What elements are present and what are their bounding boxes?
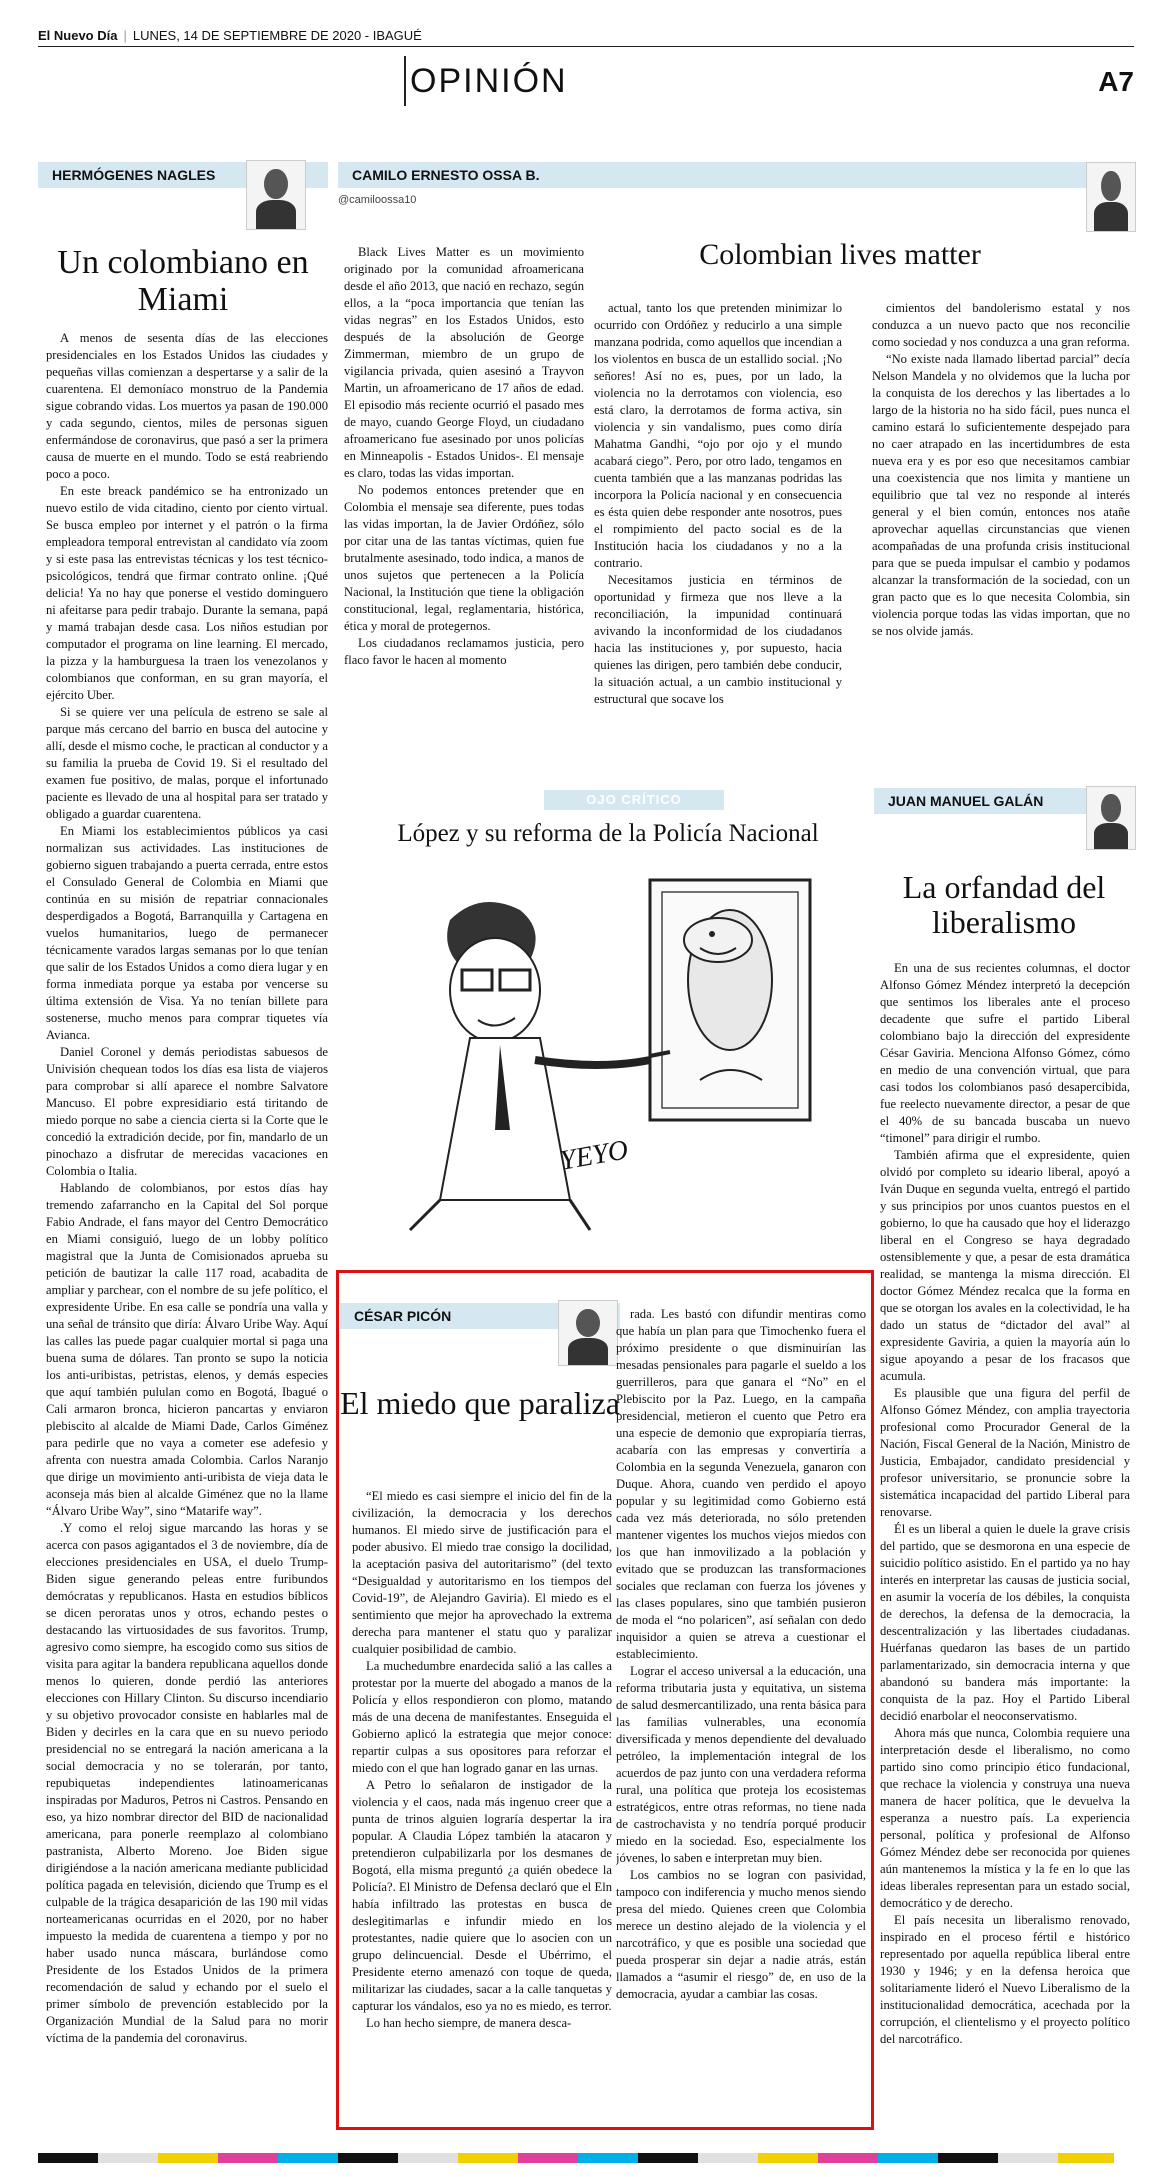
paragraph: Lograr el acceso universal a la educación, una reforma tributaria justa y equitativa, un sistema de salud desmercantilizado, una renta básica para las familias vulnerables, una economía diversificada y menos dependiente del devaluado petróleo, la implementación integral de los acuerdos de paz junto con una verdadera reforma rural, una política que proteja los ecosistemas estratégicos, entre otras reformas, no tiene nada de castrochavista y no tendría porqué producir miedo en la sociedad. Eso, especialmente los jóvenes, lo saben e interpretan muy bien.	[616, 1664, 866, 1865]
article-body-ossa-col1	[344, 244, 584, 744]
paragraph: Black Lives Matter es un movimiento originado por la comunidad afroamericana desde el año 2013, que nació en rechazo, según ellos, a la “poca importancia que tenían las vidas negras” en los Estados Unidos, esto después de la absolución de George Zimmerman, miembro de un grupo de vigilancia privada, quien asesinó a Trayvon Martin, un afroamericano de 17 años de edad. El episodio más reciente ocurrió el pasado mes de mayo, cuando George Floyd, un ciudadano afroamericano fue asesinado por unos policías en Minneapolis - Estados Unidos-. El mensaje es claro, todas las vidas importan.	[344, 245, 584, 480]
cartoon-signature: YEYO	[557, 1134, 631, 1177]
section-title: OPINIÓN	[410, 62, 568, 100]
paragraph: La muchedumbre enardecida salió a las calles a protestar por la muerte del abogado a manos de la Policía y ellos respondieron con plomo, matando más de una decena de manifestantes. Enseguida el Gobierno aplicó la estrategia que mejor conoce: repartir culpas a sus opositores para reforzar el miedo con el que han logrado ganar en las urnas.	[352, 1659, 612, 1775]
paragraph: Ahora más que nunca, Colombia requiere una interpretación desde el liberalismo, no como partido sino como principio ético fundacional, que rechace la violencia y construya una nueva manera de hacer política, que le devuelva la esperanza a nuestro país. La experiencia personal, política y profesional de Alfonso Gómez Méndez debe ser reconocida por quienes aún mantenemos la mística y la fe en lo que las ideas liberales representan para un estado social, democrático y de derecho.	[880, 1726, 1130, 1910]
issue-date: LUNES, 14 DE SEPTIEMBRE DE 2020 - IBAGUÉ	[132, 28, 422, 43]
paragraph: rada. Les bastó con difundir mentiras como que había un plan para que Timochenko fuera el próximo presidente o que disminuirían las mesadas pensionales para pagarle el sueldo a los guerrilleros, para que ganara el “No” en el Plebiscito por la Paz. Luego, en la campaña presidencial, metieron el cuento que Petro era una especie de demonio que expropiaría tierras, acabaría con las empresas y convertiría a Colombia en la segunda Venezuela, ganaron con Duque. Ahora, cuando ven perdido el apoyo popular y su legitimidad como Gobierno está cada vez más deteriorada, no sólo pretenden mantener vigentes los muchos viejos miedos con los que han inmovilizado a la población y evitado que se produzcan las transformaciones sociales que reclaman con fuerza los jóvenes y las clases populares, sino que también pusieron de moda el “no polaricen”, así señalan con dedo inquisidor a quien se atreva a cuestionar el establecimiento.	[616, 1307, 866, 1661]
paragraph: En Miami los establecimientos públicos ya casi normalizan sus actividades. Las instituciones de gobierno siguen trabajando a puerta cerrada, entre estos el Consulado General de Colombia en Miami que continúa en su misión de repatriar connacionales desperdigados a Bogotá, Barranquilla y Cartagena en vuelos humanitarios, luego de permanecer técnicamente varados largas semanas por lo que tenían que salir de los Estados Unidos a como diera lugar y en forma inmediata porque ya estaba por vencerse su última extensión de Visa. Ya no tenían billete para sostenerse, mucho menos para comprar tiquetes vía Avianca.	[46, 824, 328, 1042]
author-name: CAMILO ERNESTO OSSA B.	[352, 167, 540, 183]
author-photo-galan	[1086, 786, 1136, 850]
print-color-bar	[38, 2150, 1134, 2160]
paragraph: También afirma que el expresidente, quien olvidó por completo su ideario liberal, apoyó a Iván Duque en segunda vuelta, entregó el partido y sus principios por unos cuantos puestos en el gobierno, lo que ha causado que hoy el liderazgo liberal en el Congreso se haya degradado ostensiblemente y que, a pesar de esta dramática realidad, se mantenga la misma dirección. El doctor Gómez Méndez recalca que la forma en que se otorgan los avales en la colectividad, le ha dado un status de “dictador del aval” al expresidente Gaviria, a quien la mayoría aún lo sigue apoyando a pesar de los fracasos que acumula.	[880, 1148, 1130, 1383]
paragraph: Es plausible que una figura del perfil de Alfonso Gómez Méndez, con amplia trayectoria profesional como Procurador General de la Nación, Fiscal General de la Nación, Ministro de Justicia, Embajador, candidato presidencial y profesor universitario, se pronuncie sobre la sistemática incapacidad del partido Liberal para renovarse.	[880, 1386, 1130, 1519]
paragraph: Si se quiere ver una película de estreno se sale al parque más cercano del barrio en busca del autocine y allí, desde el mismo coche, le practican al conductor y a su familia la prueba de Covid 19. Si el resultado del examen fue positivo, de malas, porque el infortunado paciente es llevado de una al hospital para ser tratado y obligado a guardar cuarentena.	[46, 705, 328, 821]
top-rule	[38, 46, 1134, 47]
paragraph: Los cambios no se logran con pasividad, tampoco con indiferencia y mucho menos siendo presa del miedo. Quienes creen que Colombia merece un destino alejado de la violencia y el narcotráfico, y que es posible una sociedad que pueda prosperar sin dejar a nadie atrás, están llamados a “asumir el riesgo” de, en uso de la democracia, ayudar a cambiar las cosas.	[616, 1868, 866, 2001]
author-photo-nagles	[246, 160, 306, 230]
article-title-orfandad: La orfandad del liberalismo	[902, 869, 1106, 941]
paragraph: No podemos entonces pretender que en Colombia el mensaje sea diferente, pues todas las vidas importan, la de Javier Ordóñez, sólo por citar una de las tantas víctimas, quien fue brutalmente asesinado, todo indica, a manos de unos sujetos que pertenecen a la Policía Nacional, la Institución que tiene la obligación constitucional, legal, reglamentaria, histórica, ética y moral de protegernos.	[344, 483, 584, 633]
author-bar-ossa	[338, 162, 1134, 188]
cartoon-title: López y su reforma de la Policía Nacional	[397, 820, 819, 847]
article-body-galan	[880, 960, 1130, 2125]
paragraph: “El miedo es casi siempre el inicio del fin de la civilización, la democracia y los derechos humanos. El miedo sirve de justificación para el poder abusivo. El miedo trae consigo la docilidad, la aceptación pasiva del autoritarismo” (del texto “Desigualdad y autoritarismo en los tiempos del Covid-19”, de Alejandro Gaviria). El miedo es el sentimiento que mejor ha aprovechado la extrema derecha para mantener el statu quo y paralizar cualquier posibilidad de cambio.	[352, 1489, 612, 1656]
article-body-ossa-col2	[594, 300, 842, 744]
article-title-miedo: El miedo que paraliza	[340, 1385, 620, 1421]
paragraph: En este breack pandémico se ha entronizado un nuevo estilo de vida citadino, ciento por ciento virtual. Se busca empleo por internet y el patrón o la firma empleadora temporal entrevistan al candidato vía zoom y si este pasa las entrevistas técnicas y los test técnico-psicológicos, tendrá que firmar contrato online. ¡Qué delicia! Ya no hay que ponerse el vestido dominguero ni afeitarse para pedir trabajo. Durante la semana, papá y mamá trabajan desde casa. Los niños estudian por computador el programa on line learning. El mercado, la pizza y la hamburguesa la traen los venezolanos y colombianos que conforman, en su gran mayoría, el ejército Uber.	[46, 484, 328, 702]
article-title-colombian-lives: Colombian lives matter	[699, 238, 981, 271]
author-photo-picon	[558, 1300, 618, 1366]
cartoon-illustration	[370, 870, 850, 1240]
paragraph: “No existe nada llamado libertad parcial” decía Nelson Mandela y no olvidemos que la lucha por la conquista de los derechos y las libertades a lo largo de la historia no ha sido fácil, pues nunca el camino estará lo suficientemente despejado para no caer atrapado en las incertidumbres de esta nueva era y es por eso que necesitamos cambiar una coexistencia que nos limita y mantiene un equilibrio que tal vez no responde al interés general y el bien común, entonces nos atañe aprovechar aquellas circunstancias que vienen acompañadas de una profunda crisis institucional para que se pueda impulsar el cambio y podamos alcanzar la transformación de la sociedad, con un gran pacto que es lo que necesita Colombia, sin violencia porque todas las vidas importan, que no se nos olvide jamás.	[872, 352, 1130, 638]
paragraph: Los ciudadanos reclamamos justicia, pero flaco favor le hacen al momento	[344, 636, 584, 667]
article-body-picon-col2	[616, 1306, 866, 2124]
paragraph: El país necesita un liberalismo renovado, inspirado en el proceso fértil e histórico representado por aquella república liberal entre 1930 y 1946; y en la defensa heroica que solitariamente lideró el Nuevo Liberalismo de la institucionalidad democrática, acechada por la corrupción, el clientelismo y el proyecto político del narcotráfico.	[880, 1913, 1130, 2046]
paragraph: Hablando de colombianos, por estos días hay tremendo zafarrancho en la Capital del Sol porque Fabio Andrade, el fans mayor del Centro Democrático en Miami consiguió, luego de un lobby político magistral que la Junta de Comisionados aprueba su petición de bautizar la calle 117 road, acabadita de ampliar y parchear, con el nombre de su jefe político, el expresidente Uribe. En esa calle se pondría una valla y una señal de tránsito que diría: Álvaro Uribe Way. Aquí las calles las puede pagar cualquier mortal si paga una buena suma de dólares. Tan pronto se supo la noticia los anti-uribistas, petristas, elenos, y demás especies que aquí también pululan como en Bogotá, Ibagué o Cali armaron bronca, hicieron pancartas y enviaron plebiscito al alcalde de Miami Dade, Carlos Giménez para pedirle que no vaya a cometer ese adefesio y afrenta con nuestra amada Colombia. Carlos Naranjo que dirige un movimiento anti-uribista de vieja data le aconseja más bien al alcalde Giménez que no la llame “Álvaro Uribe Way”, sino “Matarife way”.	[46, 1181, 328, 1518]
masthead: El Nuevo Día | LUNES, 14 DE SEPTIEMBRE DE 2020 - IBAGUÉ	[38, 28, 422, 43]
section-divider	[404, 56, 406, 106]
article-body-picon-col1	[352, 1488, 612, 2123]
author-handle: @camiloossa10	[338, 194, 417, 206]
article-body-ossa-col3	[872, 300, 1130, 744]
paragraph: Necesitamos justicia en términos de oportunidad y firmeza que nos lleve a la reconciliación, la impunidad continuará avivando la inconformidad de los ciudadanos hacia las instituciones y, por supuesto, hacia quienes las dirigen, pero también debe conducir, la situación actual, a un cambio institucional y estructural que socave los	[594, 573, 842, 706]
paragraph: cimientos del bandolerismo estatal y nos conduzca a un nuevo pacto que nos reconcilie como sociedad y nos conduzca a una gran reforma.	[872, 301, 1130, 349]
paragraph: Lo han hecho siempre, de manera desca-	[366, 2016, 572, 2030]
author-name: HERMÓGENES NAGLES	[52, 167, 216, 183]
author-name: JUAN MANUEL GALÁN	[888, 793, 1044, 809]
paragraph: Él es un liberal a quien le duele la grave crisis del partido, que se desmorona en una especie de suicidio político asistido. En el partido ya no hay interés en interpretar las causas de justicia social, en asumir la vocería de los débiles, la conquista de derechos, la defensa de la democracia, la descentralización y las libertades ciudadanas. Huérfanas quedaron las bases de un partido parlamentarizado, sin democracia interna y que abandonó su bandera más importante: la conquista de la paz. Hoy el Partido Liberal decidió enarbolar el neoconservatismo.	[880, 1522, 1130, 1723]
author-photo-ossa	[1086, 162, 1136, 232]
article-body-miami	[46, 330, 328, 2130]
paragraph: En una de sus recientes columnas, el doctor Alfonso Gómez Méndez interpretó la decepción que sentimos los liberales ante el proceso decadente que sufre el partido Liberal colombiano bajo la dirección del expresidente César Gaviria. Menciona Alfonso Gómez, cómo en medio de una convención virtual, que para casi todos los colombianos pasó desapercibida, fue reelecto nuevamente director, a pesar de que el 40% de su bancada buscaba un nuevo “timonel” para dirigir el rumbo.	[880, 961, 1130, 1145]
paper-name: El Nuevo Día	[38, 28, 118, 43]
paragraph: A menos de sesenta días de las elecciones presidenciales en los Estados Unidos las ciudades y pequeñas villas comienzan a despertarse y a salir de la cuarentena. El demoníaco monstruo de la Pandemia sigue cobrando vidas. Los muertos ya pasan de 190.000 y cada segundo, cientos, miles de personas siguen enfermándose de coronavirus, que pasó a ser la primera causa de muerte en el mundo. Todo se está reabriendo poco a poco.	[46, 331, 328, 481]
paragraph: A Petro lo señalaron de instigador de la violencia y el caos, nada más ingenuo creer que a punta de trinos alguien lograría despertar la ira popular. A Claudia López también la atacaron y pretendieron culpabilizarla por los desmanes de Bogotá, ella misma preguntó ¿a quién obedece la Policía?. El Ministro de Defensa declaró que el Eln había infiltrado las protestas en busca de deslegitimarlas e infundir miedo en los protestantes, nadie quiere que lo asocien con un grupo delincuencial. Desde el Ubérrimo, el Presidente eterno amenazó con toque de queda, militarizar las ciudades, sacar a la calle tanquetas y capturar los vándalos, eso ya no es miedo, es terror.	[352, 1778, 612, 2013]
author-name: CÉSAR PICÓN	[354, 1308, 452, 1324]
paragraph: Daniel Coronel y demás periodistas sabuesos de Univisión chequean todos los días esa lista de viajeros para comprobar si allí aparece el nombre Salvatore Mancuso. El pobre expresidiario está tiritando de miedo porque no sabe a ciencia cierta si la Corte que le concedió la extradición decide, por fin, mandarlo de un pinochazo a disfrutar de merecidas vacaciones en Colombia o Italia.	[46, 1045, 328, 1178]
paragraph: .Y como el reloj sigue marcando las horas y se acerca con pasos agigantados el 3 de noviembre, día de elecciones presidenciales en USA, el duelo Trump-Biden sigue generando peleas entre furibundos demócratas y republicanos. Hasta en estudios bíblicos se dicen peroratas unos y otros, echando pestes o destacando las virtuosidades de sus favoritos. Trump, agresivo como siempre, ha escogido como sus sitios de visita para agitar la bandera republicana aquellos donde menos lo quieren, donde perdió las anteriores elecciones con Hillary Clinton. Su discurso incendiario y su objetivo provocador consiste en hablarles mal de Biden y decirles en la cara que en su nuevo periodo presidencial no se entregará la nación americana a la social democracia y no se tolerarán, por tanto, repubiquetas independientes latinoamericanas inspiradas por Maduros, Petros ni Castros. Pensando en eso, ya hizo nombrar director del BID de nacionalidad americana, para ponerle reemplazo al colombiano pastranista, Alberto Moreno. Joe Biden sigue dirigiéndose a la nación americana mediante publicidad política pagada en televisión, diciendo que Trump es el culpable de la trágica desaparición de las 190 mil vidas norteamericanas ocurridas en el 2020, por no haber impuesto la medida de cuarentena a tiempo y por no haber usado nunca máscara, burlándose como Presidente de los Estados Unidos de la primera recomendación de salud y echando por el suelo el primer símbolo de prevención establecido por la Organización Mundial de la Salud para no morir víctima de la pandemia del coronavirus.	[46, 1521, 328, 2045]
paragraph: actual, tanto los que pretenden minimizar lo ocurrido con Ordóñez y reducirlo a una simple manzana podrida, como aquellos que incendian a los violentos en busca de un estallido social. ¡No señores! Así no es, pues, por un lado, la violencia no la derrotamos con violencia, eso está claro, la derrotamos de forma activa, sin violencia y sin vandalismo, pues como diría Mahatma Gandhi, “ojo por ojo y el mundo acabará ciego”. Pero, por otro lado, tengamos en cuenta también que a las manzanas podridas las incorpora la Policía nacional y en consecuencia es ésta quien debe responder ante nosotros, pues el rompimiento del pacto social es de la Institución hacia los ciudadanos y no a la contrario.	[594, 301, 842, 570]
article-title-miami: Un colombiano en Miami	[57, 244, 309, 319]
page-number: A7	[1098, 66, 1134, 97]
cartoon-kicker: OJO CRÍTICO	[544, 790, 724, 810]
